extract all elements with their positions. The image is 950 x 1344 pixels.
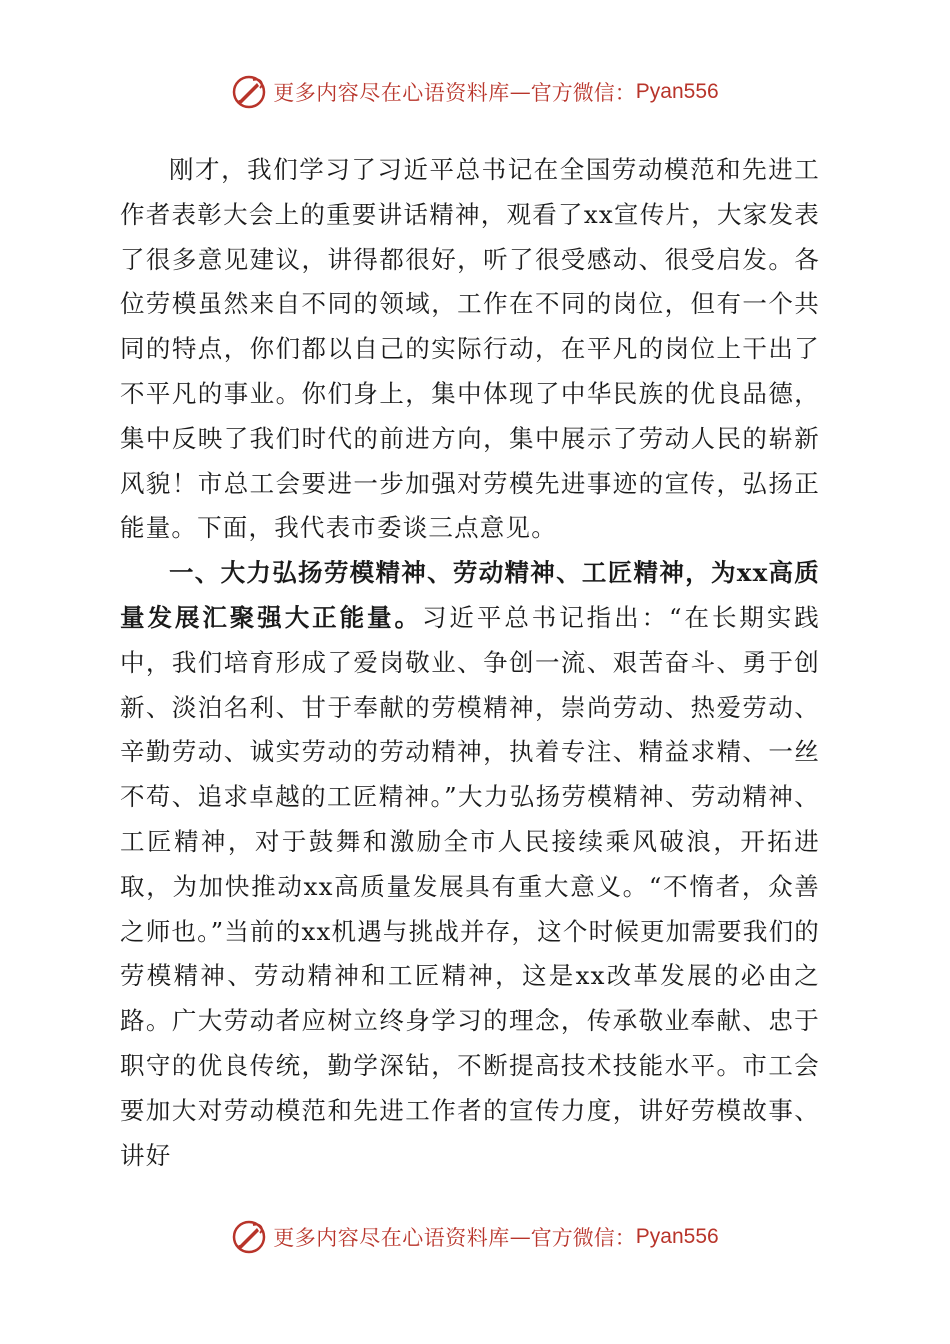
banner-separator: — <box>509 80 531 104</box>
footer-banner <box>0 1215 950 1259</box>
banner-wechat-id: Pyan556 <box>635 1225 719 1248</box>
banner-site-text: 更多内容尽在心语资料库 <box>273 1226 510 1250</box>
banner-separator: — <box>509 1225 531 1249</box>
quill-logo-icon <box>231 1219 267 1255</box>
banner-wechat-label: 官方微信： <box>530 1226 636 1250</box>
section-one-text: 习近平总书记指出：“在长期实践中，我们培育形成了爱岗敬业、争创一流、艰苦奋斗、勇于创新、淡泊名利、甘于奉献的劳模精神，崇尚劳动、热爱劳动、辛勤劳动、诚实劳动的劳动精神，执着专注、精益求精、一丝不苟、追求卓越的工匠精神。”大力弘扬劳模精神、劳动精神、工匠精神，对于鼓舞和激励全市人民接续乘风破浪，开拓进取，为加快推动xx高质量发展具有重大意义。“不惰者，众善之师也。”当前的xx机遇与挑战并存，这个时候更加需要我们的劳模精神、劳动精神和工匠精神，这是xx改革发展的必由之路。广大劳动者应树立终身学习的理念，传承敬业奉献、忠于职守的优良传统，勤学深钻，不断提高技术技能水平。市工会要加大对劳动模范和先进工作者的宣传力度，讲好劳模故事、讲好 <box>120 602 821 1170</box>
document-body <box>120 148 820 1178</box>
banner-site-text: 更多内容尽在心语资料库 <box>273 81 510 105</box>
section-one-heading: 一、大力弘扬劳模精神、劳动精神、工匠精神，为xx高质量发展汇聚强大正能量。 <box>120 558 820 632</box>
header-banner <box>0 70 950 114</box>
paragraph-section-one <box>120 551 820 1178</box>
banner-wechat-label: 官方微信： <box>530 81 636 105</box>
banner-wechat-id: Pyan556 <box>635 80 719 103</box>
paragraph-intro: 刚才，我们学习了习近平总书记在全国劳动模范和先进工作者表彰大会上的重要讲话精神，观看了xx宣传片，大家发表了很多意见建议，讲得都很好，听了很受感动、很受启发。各位劳模虽然来自不同的领域，工作在不同的岗位，但有一个共同的特点，你们都以自己的实际行动，在平凡的岗位上干出了不平凡的事业。你们身上，集中体现了中华民族的优良品德，集中反映了我们时代的前进方向，集中展示了劳动人民的崭新风貌！市总工会要进一步加强对劳模先进事迹的宣传，弘扬正能量。下面，我代表市委谈三点意见。 <box>120 155 820 543</box>
quill-logo-icon <box>231 74 267 110</box>
